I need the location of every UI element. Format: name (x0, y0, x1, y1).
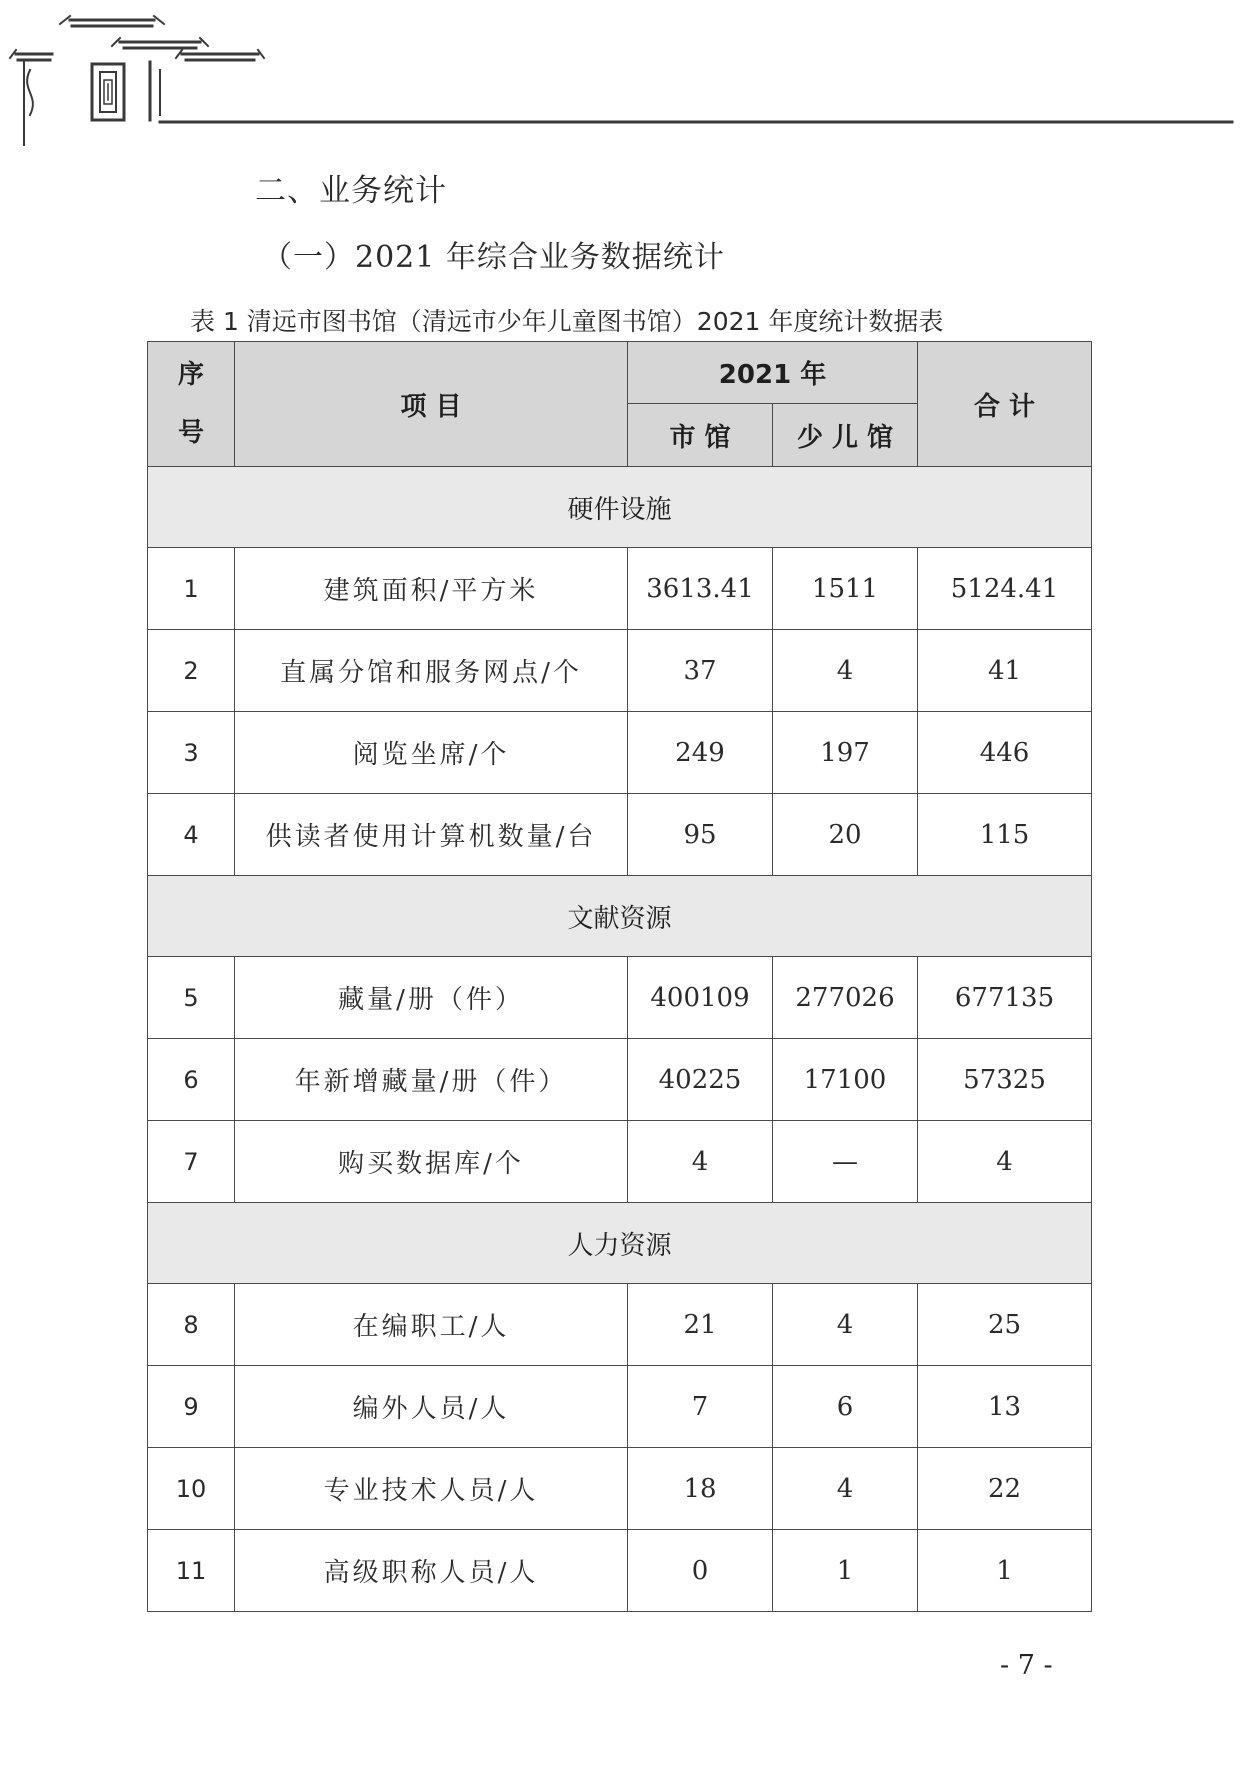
row-city-value: 4 (628, 1121, 773, 1203)
table-row (148, 630, 1092, 712)
row-item: 藏量/册（件） (235, 957, 628, 1039)
row-item: 专业技术人员/人 (235, 1448, 628, 1530)
header-year: 2021 年 (628, 342, 918, 404)
row-number: 6 (148, 1039, 235, 1121)
row-children-value: 197 (773, 712, 918, 794)
row-city-value: 95 (628, 794, 773, 876)
row-number: 8 (148, 1284, 235, 1366)
table-row (148, 1448, 1092, 1530)
row-item: 编外人员/人 (235, 1366, 628, 1448)
statistics-table (147, 341, 1092, 1612)
row-city-value: 249 (628, 712, 773, 794)
row-number: 1 (148, 548, 235, 630)
row-children-value: 4 (773, 1284, 918, 1366)
table-row (148, 794, 1092, 876)
row-children-value: 277026 (773, 957, 918, 1039)
row-city-value: 18 (628, 1448, 773, 1530)
header-seq-bottom: 号 (177, 418, 204, 448)
row-total-value: 5124.41 (918, 548, 1092, 630)
section-heading: 二、业务统计 (255, 173, 447, 209)
table-row (148, 548, 1092, 630)
row-number: 10 (148, 1448, 235, 1530)
row-children-value: — (773, 1121, 918, 1203)
row-total-value: 57325 (918, 1039, 1092, 1121)
row-number: 4 (148, 794, 235, 876)
row-city-value: 21 (628, 1284, 773, 1366)
row-number: 9 (148, 1366, 235, 1448)
section-row (148, 1203, 1092, 1284)
eave-ornament-icon (0, 0, 1249, 150)
header-seq (148, 342, 235, 467)
section-row (148, 876, 1092, 957)
row-item: 在编职工/人 (235, 1284, 628, 1366)
header-item: 项 目 (235, 342, 628, 467)
row-city-value: 0 (628, 1530, 773, 1612)
row-number: 11 (148, 1530, 235, 1612)
page-number: - 7 - (1000, 1650, 1053, 1681)
row-city-value: 40225 (628, 1039, 773, 1121)
row-item: 阅览坐席/个 (235, 712, 628, 794)
row-item: 直属分馆和服务网点/个 (235, 630, 628, 712)
table-row (148, 1284, 1092, 1366)
row-city-value: 400109 (628, 957, 773, 1039)
section-title: 硬件设施 (148, 467, 1092, 548)
row-item: 建筑面积/平方米 (235, 548, 628, 630)
row-item: 供读者使用计算机数量/台 (235, 794, 628, 876)
table-row (148, 1366, 1092, 1448)
row-total-value: 115 (918, 794, 1092, 876)
table-caption: 表 1 清远市图书馆（清远市少年儿童图书馆）2021 年度统计数据表 (190, 307, 944, 336)
section-row (148, 467, 1092, 548)
table-row (148, 1039, 1092, 1121)
row-item: 年新增藏量/册（件） (235, 1039, 628, 1121)
row-children-value: 4 (773, 630, 918, 712)
row-total-value: 41 (918, 630, 1092, 712)
header-total: 合 计 (918, 342, 1092, 467)
row-total-value: 25 (918, 1284, 1092, 1366)
section-title: 文献资源 (148, 876, 1092, 957)
row-total-value: 22 (918, 1448, 1092, 1530)
row-city-value: 37 (628, 630, 773, 712)
table-row (148, 1121, 1092, 1203)
row-total-value: 446 (918, 712, 1092, 794)
row-children-value: 4 (773, 1448, 918, 1530)
row-number: 5 (148, 957, 235, 1039)
row-children-value: 20 (773, 794, 918, 876)
table-row (148, 1530, 1092, 1612)
row-total-value: 13 (918, 1366, 1092, 1448)
row-children-value: 1511 (773, 548, 918, 630)
table-row (148, 957, 1092, 1039)
row-children-value: 6 (773, 1366, 918, 1448)
section-title: 人力资源 (148, 1203, 1092, 1284)
header-seq-top: 序 (177, 360, 204, 390)
row-item: 高级职称人员/人 (235, 1530, 628, 1612)
row-total-value: 677135 (918, 957, 1092, 1039)
table-row (148, 712, 1092, 794)
header-city-library: 市 馆 (628, 404, 773, 467)
subsection-heading: （一）2021 年综合业务数据统计 (262, 240, 725, 275)
row-number: 2 (148, 630, 235, 712)
row-number: 3 (148, 712, 235, 794)
row-city-value: 7 (628, 1366, 773, 1448)
row-item: 购买数据库/个 (235, 1121, 628, 1203)
row-children-value: 17100 (773, 1039, 918, 1121)
row-total-value: 1 (918, 1530, 1092, 1612)
row-city-value: 3613.41 (628, 548, 773, 630)
header-children-library: 少 儿 馆 (773, 404, 918, 467)
row-number: 7 (148, 1121, 235, 1203)
row-total-value: 4 (918, 1121, 1092, 1203)
row-children-value: 1 (773, 1530, 918, 1612)
